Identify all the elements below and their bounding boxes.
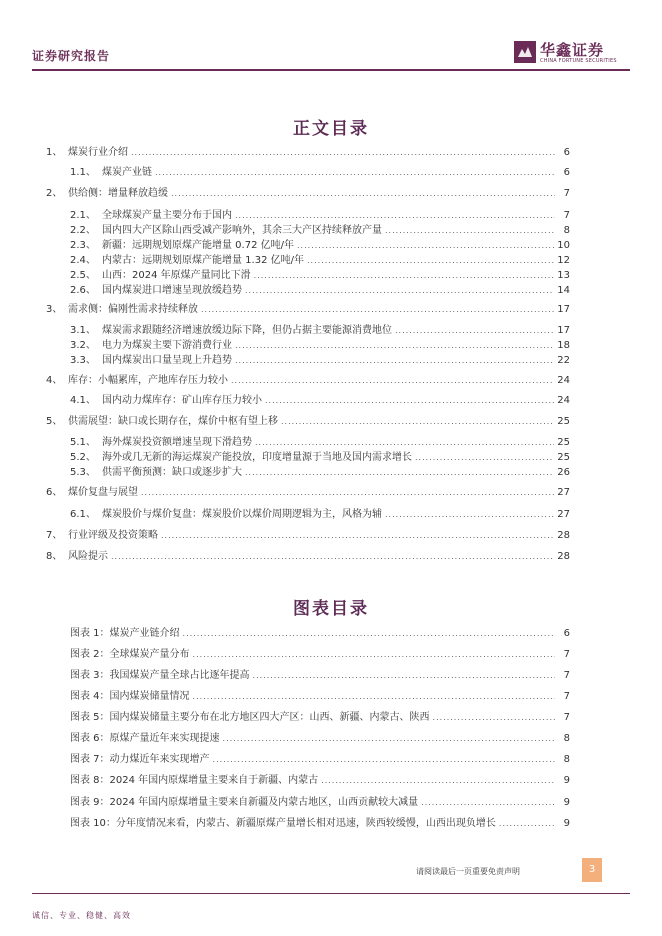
toc-entry-page: 24 <box>557 375 570 386</box>
leader-dots <box>253 669 555 683</box>
toc-entry[interactable] <box>70 239 570 253</box>
toc-entry[interactable] <box>46 486 570 500</box>
leader-dots <box>201 303 554 317</box>
figure-entry-page: 7 <box>563 712 570 723</box>
toc-entry-page: 25 <box>557 416 570 427</box>
toc-title: 正文目录 <box>293 119 369 139</box>
toc-entry-number: 4.1、 <box>70 395 96 406</box>
toc-entry-number: 3.3、 <box>70 355 96 366</box>
toc-entry-number: 2.2、 <box>70 225 96 236</box>
toc-entry[interactable] <box>70 466 570 480</box>
toc-entry-title: 国内煤炭出口量呈现上升趋势 <box>102 355 232 366</box>
figure-entry-title: 图表 3：我国煤炭产量全球占比逐年提高 <box>70 670 250 681</box>
leader-dots <box>223 732 555 746</box>
leader-dots <box>193 690 555 704</box>
toc-entry-number: 5、 <box>46 416 63 427</box>
toc-entry-title: 需求侧：偏刚性需求持续释放 <box>68 304 198 315</box>
disclaimer-note: 请阅读最后一页重要免责声明 <box>416 867 520 876</box>
figure-entry-title: 图表 9：2024 年国内原煤增量主要来自新疆及内蒙古地区，山西贡献较大减量 <box>70 797 419 808</box>
toc-entry-title: 供需展望：缺口或长期存在，煤价中枢有望上移 <box>68 416 278 427</box>
figure-entry[interactable] <box>70 796 570 810</box>
toc-entry[interactable] <box>70 254 570 268</box>
toc-entry[interactable] <box>70 166 570 180</box>
leader-dots <box>213 753 555 767</box>
toc-entry-page: 26 <box>557 467 570 478</box>
toc-entry-page: 7 <box>563 188 570 199</box>
leader-dots <box>245 284 554 298</box>
footer-divider <box>32 893 630 894</box>
toc-entry-page: 27 <box>557 487 570 498</box>
toc-entry-title: 煤价复盘与展望 <box>68 487 138 498</box>
toc-entry-page: 6 <box>563 147 570 158</box>
logo-mark-icon <box>514 41 536 63</box>
toc-entry-title: 新疆：远期规划原煤产能增量 0.72 亿吨/年 <box>102 240 294 251</box>
figure-entry[interactable] <box>70 690 570 704</box>
leader-dots <box>254 269 555 283</box>
leader-dots <box>161 529 554 543</box>
figure-entry-title: 图表 8：2024 年国内原煤增量主要来自于新疆、内蒙古 <box>70 775 319 786</box>
toc-entry-number: 4、 <box>46 375 63 386</box>
figure-entry[interactable] <box>70 648 570 662</box>
toc-entry-number: 2.1、 <box>70 210 96 221</box>
figure-entry[interactable] <box>70 711 570 725</box>
figure-entry-page: 8 <box>563 754 570 765</box>
toc-entry[interactable] <box>46 146 570 160</box>
figure-entry-page: 6 <box>563 628 570 639</box>
leader-dots <box>111 550 554 564</box>
figure-entry-page: 9 <box>563 797 570 808</box>
leader-dots <box>193 648 555 662</box>
leader-dots <box>235 209 555 223</box>
toc-entry-number: 2.3、 <box>70 240 96 251</box>
toc-entry[interactable] <box>46 529 570 543</box>
figure-entry-page: 7 <box>563 691 570 702</box>
figure-entry[interactable] <box>70 817 570 831</box>
toc-entry[interactable] <box>46 303 570 317</box>
toc-entry-page: 22 <box>557 355 570 366</box>
toc-entry-page: 17 <box>557 325 570 336</box>
figure-entry-title: 图表 10：分年度情况来看，内蒙古、新疆原煤产量增长相对迅速，陕西较缓慢，山西出现负增长 <box>70 818 496 829</box>
toc-entry[interactable] <box>70 284 570 298</box>
leader-dots <box>183 627 555 641</box>
toc-entry-page: 27 <box>557 509 570 520</box>
toc-entry-title: 全球煤炭产量主要分布于国内 <box>102 210 232 221</box>
toc-entry-title: 煤炭需求跟随经济增速放缓边际下降，但仍占据主要能源消费地位 <box>102 325 392 336</box>
toc-entry-title: 国内四大产区除山西受减产影响外，其余三大产区持续释放产量 <box>102 225 382 236</box>
toc-entry-number: 5.1、 <box>70 437 96 448</box>
toc-entry-page: 14 <box>557 285 570 296</box>
figure-entry-title: 图表 4：国内煤炭储量情况 <box>70 691 190 702</box>
toc-entry[interactable] <box>70 508 570 522</box>
toc-entry-page: 17 <box>557 304 570 315</box>
leader-dots <box>499 817 555 831</box>
toc-entry[interactable] <box>46 415 570 429</box>
toc-entry-number: 2.6、 <box>70 285 96 296</box>
figure-entry[interactable] <box>70 627 570 641</box>
figure-entry-page: 9 <box>563 818 570 829</box>
toc-entry-title: 国内动力煤库存：矿山库存压力较小 <box>102 395 262 406</box>
toc-entry-number: 5.2、 <box>70 452 96 463</box>
leader-dots <box>307 254 554 268</box>
toc-entry-title: 供需平衡预测：缺口或逐步扩大 <box>102 467 242 478</box>
toc-entry[interactable] <box>70 394 570 408</box>
toc-entry[interactable] <box>70 339 570 353</box>
leader-dots <box>255 436 554 450</box>
leader-dots <box>231 374 554 388</box>
leader-dots <box>281 415 554 429</box>
toc-entry-number: 3.1、 <box>70 325 96 336</box>
toc-entry-page: 6 <box>563 167 570 178</box>
toc-entry-page: 28 <box>557 530 570 541</box>
leader-dots <box>155 166 555 180</box>
leader-dots <box>131 146 555 160</box>
leader-dots <box>421 796 555 810</box>
leader-dots <box>321 774 555 788</box>
toc-entry-number: 7、 <box>46 530 63 541</box>
figure-entry[interactable] <box>70 669 570 683</box>
figure-entry-title: 图表 6：原煤产量近年来实现提速 <box>70 733 220 744</box>
header-divider <box>32 69 630 71</box>
toc-entry-page: 28 <box>557 551 570 562</box>
toc-entry-number: 1.1、 <box>70 167 96 178</box>
toc-entry-title: 海外煤炭投资额增速呈现下滑趋势 <box>102 437 252 448</box>
logo-english-name: CHINA FORTUNE SECURITIES <box>540 58 617 64</box>
leader-dots <box>395 324 554 338</box>
toc-entry-page: 13 <box>557 270 570 281</box>
toc-entry-page: 18 <box>557 340 570 351</box>
toc-entry-number: 8、 <box>46 551 63 562</box>
figure-entry-title: 图表 2：全球煤炭产量分布 <box>70 649 190 660</box>
leader-dots <box>235 354 554 368</box>
toc-entry[interactable] <box>70 451 570 465</box>
toc-entry-page: 24 <box>557 395 570 406</box>
toc-entry[interactable] <box>70 224 570 238</box>
toc-entry[interactable] <box>70 354 570 368</box>
figure-entry[interactable] <box>70 774 570 788</box>
toc-entry-title: 电力为煤炭主要下游消费行业 <box>102 340 232 351</box>
report-type-label: 证券研究报告 <box>32 49 111 63</box>
toc-entry[interactable] <box>70 324 570 338</box>
toc-entry-title: 风险提示 <box>68 551 108 562</box>
leader-dots <box>385 508 554 522</box>
figure-entry[interactable] <box>70 732 570 746</box>
toc-entry-title: 煤炭股价与煤价复盘：煤炭股价以煤价周期逻辑为主，风格为辅 <box>102 509 382 520</box>
figure-entry[interactable] <box>70 753 570 767</box>
toc-entry-title: 供给侧：增量释放趋缓 <box>68 188 168 199</box>
page-number: 3 <box>582 858 602 882</box>
figures-title: 图表目录 <box>293 599 369 619</box>
leader-dots <box>385 224 555 238</box>
leader-dots <box>245 466 554 480</box>
toc-entry[interactable] <box>70 209 570 223</box>
figure-entry-title: 图表 5：国内煤炭储量主要分布在北方地区四大产区：山西、新疆、内蒙古、陕西 <box>70 712 430 723</box>
figure-entry-title: 图表 1：煤炭产业链介绍 <box>70 628 180 639</box>
leader-dots <box>415 451 554 465</box>
figure-entry-page: 7 <box>563 670 570 681</box>
leader-dots <box>235 339 554 353</box>
logo-chinese-name: 华鑫证券 <box>540 41 605 59</box>
toc-entry-number: 3.2、 <box>70 340 96 351</box>
toc-entry[interactable] <box>46 374 570 388</box>
toc-entry-number: 3、 <box>46 304 63 315</box>
toc-entry-number: 5.3、 <box>70 467 96 478</box>
figure-entry-page: 7 <box>563 649 570 660</box>
toc-entry-title: 库存：小幅累库，产地库存压力较小 <box>68 375 228 386</box>
figure-entry-page: 9 <box>563 775 570 786</box>
toc-entry-title: 国内煤炭进口增速呈现放缓趋势 <box>102 285 242 296</box>
toc-entry-page: 25 <box>557 437 570 448</box>
toc-entry-page: 8 <box>563 225 570 236</box>
toc-entry-title: 煤炭产业链 <box>102 167 152 178</box>
toc-entry-title: 内蒙古：远期规划原煤产能增量 1.32 亿吨/年 <box>102 255 304 266</box>
toc-entry-number: 2.4、 <box>70 255 96 266</box>
toc-entry-number: 2.5、 <box>70 270 96 281</box>
toc-entry-number: 6、 <box>46 487 63 498</box>
leader-dots <box>433 711 555 725</box>
leader-dots <box>265 394 554 408</box>
toc-entry[interactable] <box>46 187 570 201</box>
toc-entry[interactable] <box>70 269 570 283</box>
leader-dots <box>297 239 554 253</box>
leader-dots <box>171 187 555 201</box>
toc-entry-title: 山西：2024 年原煤产量同比下滑 <box>102 270 251 281</box>
toc-entry[interactable] <box>46 550 570 564</box>
toc-entry-page: 25 <box>557 452 570 463</box>
footer-motto: 诚信、专业、稳健、高效 <box>32 911 131 920</box>
toc-entry-number: 6.1、 <box>70 509 96 520</box>
toc-entry-title: 海外或几无新的海运煤炭产能投放，印度增量源于当地及国内需求增长 <box>102 452 412 463</box>
toc-entry-page: 12 <box>557 255 570 266</box>
leader-dots <box>141 486 554 500</box>
company-logo <box>514 41 632 65</box>
toc-entry[interactable] <box>70 436 570 450</box>
toc-entry-page: 10 <box>557 240 570 251</box>
figure-entry-page: 8 <box>563 733 570 744</box>
toc-entry-number: 1、 <box>46 147 63 158</box>
toc-entry-title: 煤炭行业介绍 <box>68 147 128 158</box>
figure-entry-title: 图表 7：动力煤近年来实现增产 <box>70 754 210 765</box>
toc-entry-number: 2、 <box>46 188 63 199</box>
toc-entry-page: 7 <box>563 210 570 221</box>
toc-entry-title: 行业评级及投资策略 <box>68 530 158 541</box>
